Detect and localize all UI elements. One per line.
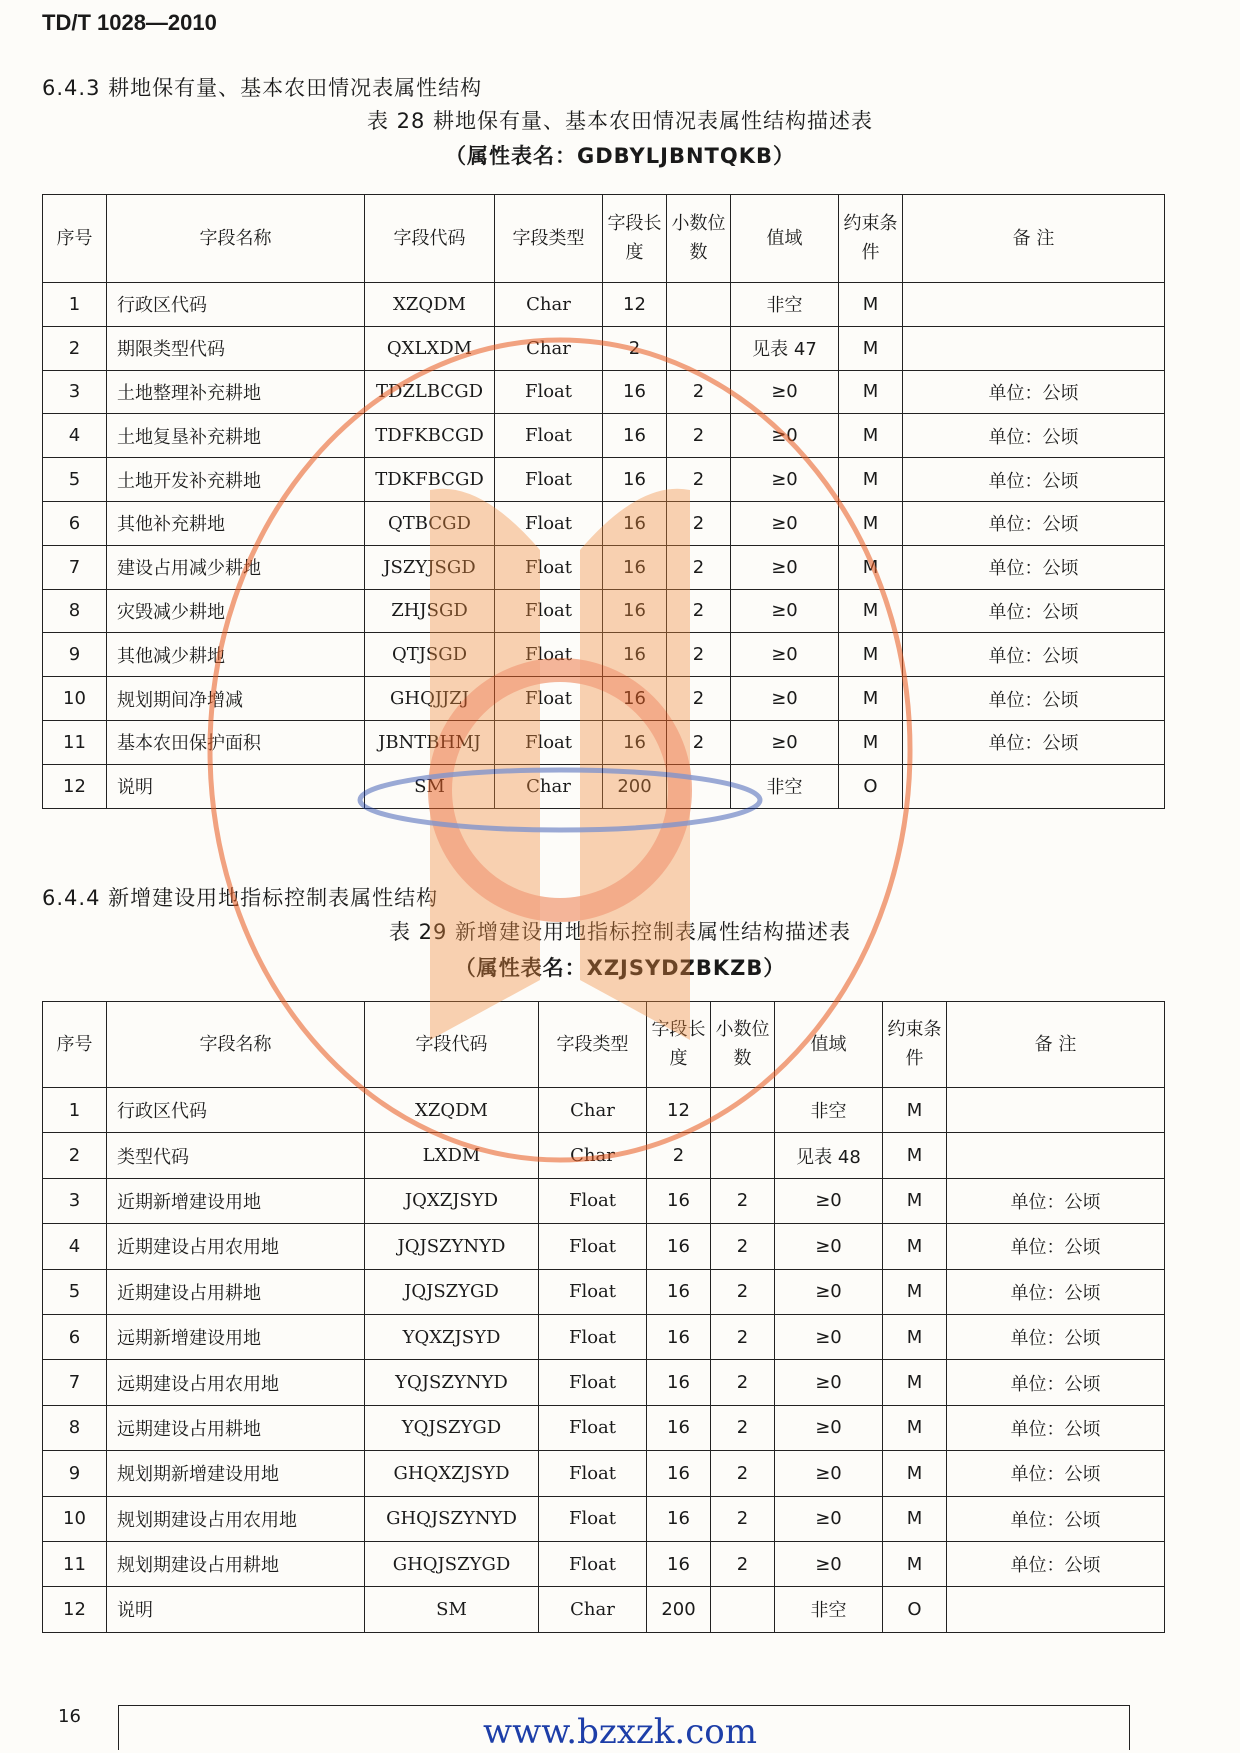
cell-index: 9 [43,633,107,677]
cell-remark [947,1088,1165,1133]
column-header-field-type: 字段类型 [539,1002,647,1088]
cell-field-length: 2 [603,326,667,370]
cell-constraint: M [839,545,903,589]
cell-field-type: Float [539,1224,647,1269]
cell-field-code: XZQDM [365,283,495,327]
table-row [43,1541,1165,1586]
cell-value-range: ≥0 [731,589,839,633]
cell-field-length: 16 [647,1269,711,1314]
cell-value-range: ≥0 [731,370,839,414]
cell-index: 8 [43,1405,107,1450]
cell-field-code: YQXZJSYD [365,1314,539,1359]
cell-index: 10 [43,677,107,721]
cell-decimal-places: 2 [711,1314,775,1359]
cell-value-range: 见表 48 [775,1133,883,1178]
column-header-constraint: 约束条件 [883,1002,947,1088]
cell-field-code: GHQJJZJ [365,677,495,721]
cell-constraint: M [839,633,903,677]
cell-field-name: 规划期间净增减 [107,677,365,721]
cell-decimal-places: 2 [711,1405,775,1450]
cell-index: 4 [43,414,107,458]
cell-field-type: Float [539,1360,647,1405]
cell-field-code: JBNTBHMJ [365,720,495,764]
column-header-field-name: 字段名称 [107,195,365,283]
section-heading-6-4-3: 6.4.3 耕地保有量、基本农田情况表属性结构 [42,76,483,100]
cell-field-type: Char [539,1088,647,1133]
cell-value-range: ≥0 [731,633,839,677]
cell-decimal-places: 2 [711,1541,775,1586]
column-header-field-length: 字段长度 [603,195,667,283]
cell-field-type: Float [539,1405,647,1450]
cell-index: 11 [43,1541,107,1586]
cell-remark: 单位：公顷 [947,1451,1165,1496]
table-29 [42,1001,1165,1633]
cell-remark: 单位：公顷 [947,1405,1165,1450]
cell-decimal-places: 2 [667,720,731,764]
cell-field-name: 其他补充耕地 [107,501,365,545]
cell-field-length: 16 [603,458,667,502]
cell-constraint: M [839,326,903,370]
cell-value-range: ≥0 [775,1224,883,1269]
cell-field-type: Float [495,370,603,414]
cell-index: 8 [43,589,107,633]
cell-field-code: GHQJSZYGD [365,1541,539,1586]
cell-field-code: YQJSZYNYD [365,1360,539,1405]
cell-constraint: M [883,1133,947,1178]
column-header-decimal-places: 小数位数 [711,1002,775,1088]
column-header-decimal-places: 小数位数 [667,195,731,283]
cell-field-code: ZHJSGD [365,589,495,633]
cell-field-length: 16 [603,677,667,721]
cell-value-range: ≥0 [775,1541,883,1586]
table-row [43,283,1165,327]
table-28-title: 表 28 耕地保有量、基本农田情况表属性结构描述表 [366,109,874,133]
cell-decimal-places [667,326,731,370]
column-header-field-type: 字段类型 [495,195,603,283]
column-header-index: 序号 [43,1002,107,1088]
cell-index: 4 [43,1224,107,1269]
table-row [43,633,1165,677]
cell-value-range: ≥0 [775,1314,883,1359]
cell-constraint: O [839,764,903,808]
cell-field-code: SM [365,1587,539,1632]
column-header-field-code: 字段代码 [365,1002,539,1088]
cell-field-length: 16 [647,1178,711,1223]
cell-field-name: 土地整理补充耕地 [107,370,365,414]
cell-constraint: M [883,1178,947,1223]
cell-constraint: M [839,283,903,327]
cell-remark: 单位：公顷 [947,1314,1165,1359]
column-header-index: 序号 [43,195,107,283]
cell-constraint: M [883,1496,947,1541]
cell-field-code: QTBCGD [365,501,495,545]
table-row [43,1451,1165,1496]
cell-constraint: M [883,1541,947,1586]
section-heading-6-4-4: 6.4.4 新增建设用地指标控制表属性结构 [42,886,439,910]
cell-field-length: 16 [603,589,667,633]
cell-field-name: 近期建设占用耕地 [107,1269,365,1314]
column-header-field-name: 字段名称 [107,1002,365,1088]
cell-field-type: Float [495,720,603,764]
column-header-remark: 备 注 [903,195,1165,283]
page-number: 16 [58,1706,81,1727]
cell-field-length: 200 [647,1587,711,1632]
cell-value-range: ≥0 [731,545,839,589]
cell-field-length: 16 [647,1360,711,1405]
cell-decimal-places [711,1088,775,1133]
table-row [43,764,1165,808]
cell-decimal-places: 2 [667,501,731,545]
cell-remark [903,283,1165,327]
cell-remark: 单位：公顷 [947,1178,1165,1223]
cell-field-type: Float [495,589,603,633]
cell-field-name: 说明 [107,764,365,808]
cell-field-name: 近期建设占用农用地 [107,1224,365,1269]
cell-remark: 单位：公顷 [903,633,1165,677]
table-row [43,1269,1165,1314]
cell-field-length: 16 [603,633,667,677]
cell-field-type: Float [539,1178,647,1223]
cell-field-name: 行政区代码 [107,283,365,327]
cell-field-code: TDKFBCGD [365,458,495,502]
table-row [43,1224,1165,1269]
cell-value-range: ≥0 [775,1405,883,1450]
cell-field-name: 远期建设占用农用地 [107,1360,365,1405]
cell-constraint: M [883,1088,947,1133]
cell-remark [903,326,1165,370]
cell-field-name: 规划期新增建设用地 [107,1451,365,1496]
cell-constraint: M [839,720,903,764]
cell-index: 9 [43,1451,107,1496]
cell-remark: 单位：公顷 [947,1269,1165,1314]
cell-value-range: ≥0 [775,1451,883,1496]
cell-remark: 单位：公顷 [947,1496,1165,1541]
cell-remark: 单位：公顷 [903,720,1165,764]
cell-remark: 单位：公顷 [903,414,1165,458]
cell-field-length: 2 [647,1133,711,1178]
cell-field-type: Char [495,326,603,370]
table-row [43,1178,1165,1223]
cell-field-length: 16 [603,370,667,414]
cell-field-type: Float [495,501,603,545]
column-header-value-range: 值域 [775,1002,883,1088]
cell-value-range: 非空 [775,1587,883,1632]
table-29-subtitle: （属性表名：XZJSYDZBKZB） [454,956,786,980]
cell-value-range: ≥0 [775,1269,883,1314]
cell-value-range: ≥0 [775,1496,883,1541]
standard-code: TD/T 1028—2010 [42,10,217,35]
cell-value-range: ≥0 [731,458,839,502]
cell-decimal-places: 2 [711,1178,775,1223]
table-header-row [43,195,1165,283]
cell-constraint: M [883,1360,947,1405]
table-row [43,720,1165,764]
cell-decimal-places [711,1587,775,1632]
table-29-title: 表 29 新增建设用地指标控制表属性结构描述表 [388,920,852,944]
cell-remark: 单位：公顷 [903,677,1165,721]
table-row [43,677,1165,721]
cell-field-length: 16 [647,1314,711,1359]
cell-field-code: JQJSZYNYD [365,1224,539,1269]
cell-field-type: Float [495,545,603,589]
cell-field-code: TDFKBCGD [365,414,495,458]
cell-field-code: YQJSZYGD [365,1405,539,1450]
cell-field-length: 16 [647,1405,711,1450]
cell-decimal-places: 2 [711,1269,775,1314]
cell-value-range: ≥0 [775,1178,883,1223]
cell-remark: 单位：公顷 [903,370,1165,414]
cell-field-code: JQXZJSYD [365,1178,539,1223]
cell-value-range: 见表 47 [731,326,839,370]
cell-field-length: 16 [603,545,667,589]
table-row [43,414,1165,458]
table-row [43,1587,1165,1632]
cell-index: 3 [43,1178,107,1223]
cell-field-type: Float [495,414,603,458]
cell-index: 6 [43,1314,107,1359]
cell-decimal-places: 2 [667,458,731,502]
column-header-remark: 备 注 [947,1002,1165,1088]
cell-index: 7 [43,1360,107,1405]
table-row [43,1088,1165,1133]
cell-field-name: 类型代码 [107,1133,365,1178]
cell-index: 6 [43,501,107,545]
cell-decimal-places: 2 [711,1224,775,1269]
cell-field-name: 建设占用减少耕地 [107,545,365,589]
cell-constraint: O [883,1587,947,1632]
column-header-value-range: 值域 [731,195,839,283]
cell-value-range: ≥0 [775,1360,883,1405]
table-row [43,501,1165,545]
cell-field-code: TDZLBCGD [365,370,495,414]
cell-field-name: 灾毁减少耕地 [107,589,365,633]
table-row [43,589,1165,633]
cell-field-type: Char [539,1587,647,1632]
column-header-field-length: 字段长度 [647,1002,711,1088]
cell-remark: 单位：公顷 [947,1224,1165,1269]
cell-constraint: M [883,1451,947,1496]
cell-index: 10 [43,1496,107,1541]
cell-decimal-places: 2 [667,545,731,589]
cell-index: 12 [43,764,107,808]
cell-constraint: M [839,458,903,502]
cell-field-length: 16 [647,1496,711,1541]
cell-value-range: ≥0 [731,720,839,764]
table-row [43,1314,1165,1359]
cell-value-range: ≥0 [731,677,839,721]
cell-field-code: JSZYJSGD [365,545,495,589]
cell-remark: 单位：公顷 [903,458,1165,502]
cell-constraint: M [883,1405,947,1450]
cell-field-length: 12 [647,1088,711,1133]
cell-field-length: 16 [603,414,667,458]
table-row [43,1360,1165,1405]
cell-field-name: 近期新增建设用地 [107,1178,365,1223]
column-header-constraint: 约束条件 [839,195,903,283]
cell-field-name: 基本农田保护面积 [107,720,365,764]
cell-decimal-places [711,1133,775,1178]
cell-field-code: GHQJSZYNYD [365,1496,539,1541]
cell-field-length: 16 [647,1541,711,1586]
cell-index: 1 [43,283,107,327]
cell-field-type: Float [495,677,603,721]
table-row [43,370,1165,414]
cell-decimal-places: 2 [667,633,731,677]
cell-field-length: 16 [647,1224,711,1269]
cell-remark: 单位：公顷 [903,501,1165,545]
table-row [43,326,1165,370]
cell-field-length: 16 [603,720,667,764]
cell-index: 1 [43,1088,107,1133]
cell-field-code: QTJSGD [365,633,495,677]
cell-field-code: SM [365,764,495,808]
cell-value-range: 非空 [731,764,839,808]
cell-value-range: ≥0 [731,501,839,545]
cell-decimal-places: 2 [667,414,731,458]
table-header-row [43,1002,1165,1088]
cell-index: 2 [43,326,107,370]
cell-remark: 单位：公顷 [947,1541,1165,1586]
table-row [43,1496,1165,1541]
cell-constraint: M [883,1224,947,1269]
cell-decimal-places: 2 [667,370,731,414]
cell-constraint: M [883,1314,947,1359]
cell-remark: 单位：公顷 [903,589,1165,633]
cell-constraint: M [883,1269,947,1314]
cell-field-code: XZQDM [365,1088,539,1133]
table-28 [42,194,1165,809]
cell-field-type: Float [539,1451,647,1496]
cell-field-type: Float [539,1269,647,1314]
cell-field-code: LXDM [365,1133,539,1178]
cell-remark [947,1587,1165,1632]
cell-field-name: 说明 [107,1587,365,1632]
cell-constraint: M [839,370,903,414]
cell-value-range: 非空 [775,1088,883,1133]
cell-field-type: Float [495,633,603,677]
cell-value-range: 非空 [731,283,839,327]
cell-field-name: 规划期建设占用耕地 [107,1541,365,1586]
cell-field-length: 16 [603,501,667,545]
cell-field-type: Float [539,1496,647,1541]
cell-field-length: 16 [647,1451,711,1496]
table-row [43,458,1165,502]
cell-field-code: JQJSZYGD [365,1269,539,1314]
cell-field-code: QXLXDM [365,326,495,370]
cell-field-length: 200 [603,764,667,808]
cell-field-type: Float [495,458,603,502]
cell-remark [903,764,1165,808]
cell-field-type: Char [539,1133,647,1178]
cell-remark [947,1133,1165,1178]
cell-constraint: M [839,501,903,545]
cell-constraint: M [839,589,903,633]
cell-field-type: Float [539,1314,647,1359]
cell-index: 7 [43,545,107,589]
cell-field-type: Char [495,283,603,327]
cell-decimal-places: 2 [667,677,731,721]
cell-field-length: 12 [603,283,667,327]
cell-field-name: 土地复垦补充耕地 [107,414,365,458]
cell-decimal-places: 2 [711,1360,775,1405]
cell-field-type: Float [539,1541,647,1586]
cell-decimal-places: 2 [711,1496,775,1541]
footer-url-link[interactable]: www.bzxzk.com [482,1712,757,1752]
cell-remark: 单位：公顷 [947,1360,1165,1405]
column-header-field-code: 字段代码 [365,195,495,283]
cell-field-name: 其他减少耕地 [107,633,365,677]
cell-field-name: 远期建设占用耕地 [107,1405,365,1450]
cell-index: 5 [43,458,107,502]
cell-field-name: 规划期建设占用农用地 [107,1496,365,1541]
table-row [43,1133,1165,1178]
cell-index: 2 [43,1133,107,1178]
cell-constraint: M [839,414,903,458]
cell-index: 5 [43,1269,107,1314]
cell-remark: 单位：公顷 [903,545,1165,589]
cell-field-name: 期限类型代码 [107,326,365,370]
cell-decimal-places: 2 [667,589,731,633]
cell-field-name: 行政区代码 [107,1088,365,1133]
cell-index: 12 [43,1587,107,1632]
cell-decimal-places [667,764,731,808]
cell-decimal-places [667,283,731,327]
cell-index: 3 [43,370,107,414]
cell-field-type: Char [495,764,603,808]
cell-field-name: 土地开发补充耕地 [107,458,365,502]
table-row [43,1405,1165,1450]
cell-decimal-places: 2 [711,1451,775,1496]
cell-constraint: M [839,677,903,721]
cell-field-name: 远期新增建设用地 [107,1314,365,1359]
cell-field-code: GHQXZJSYD [365,1451,539,1496]
cell-index: 11 [43,720,107,764]
cell-value-range: ≥0 [731,414,839,458]
table-28-subtitle: （属性表名：GDBYLJBNTQKB） [445,144,795,168]
table-row [43,545,1165,589]
